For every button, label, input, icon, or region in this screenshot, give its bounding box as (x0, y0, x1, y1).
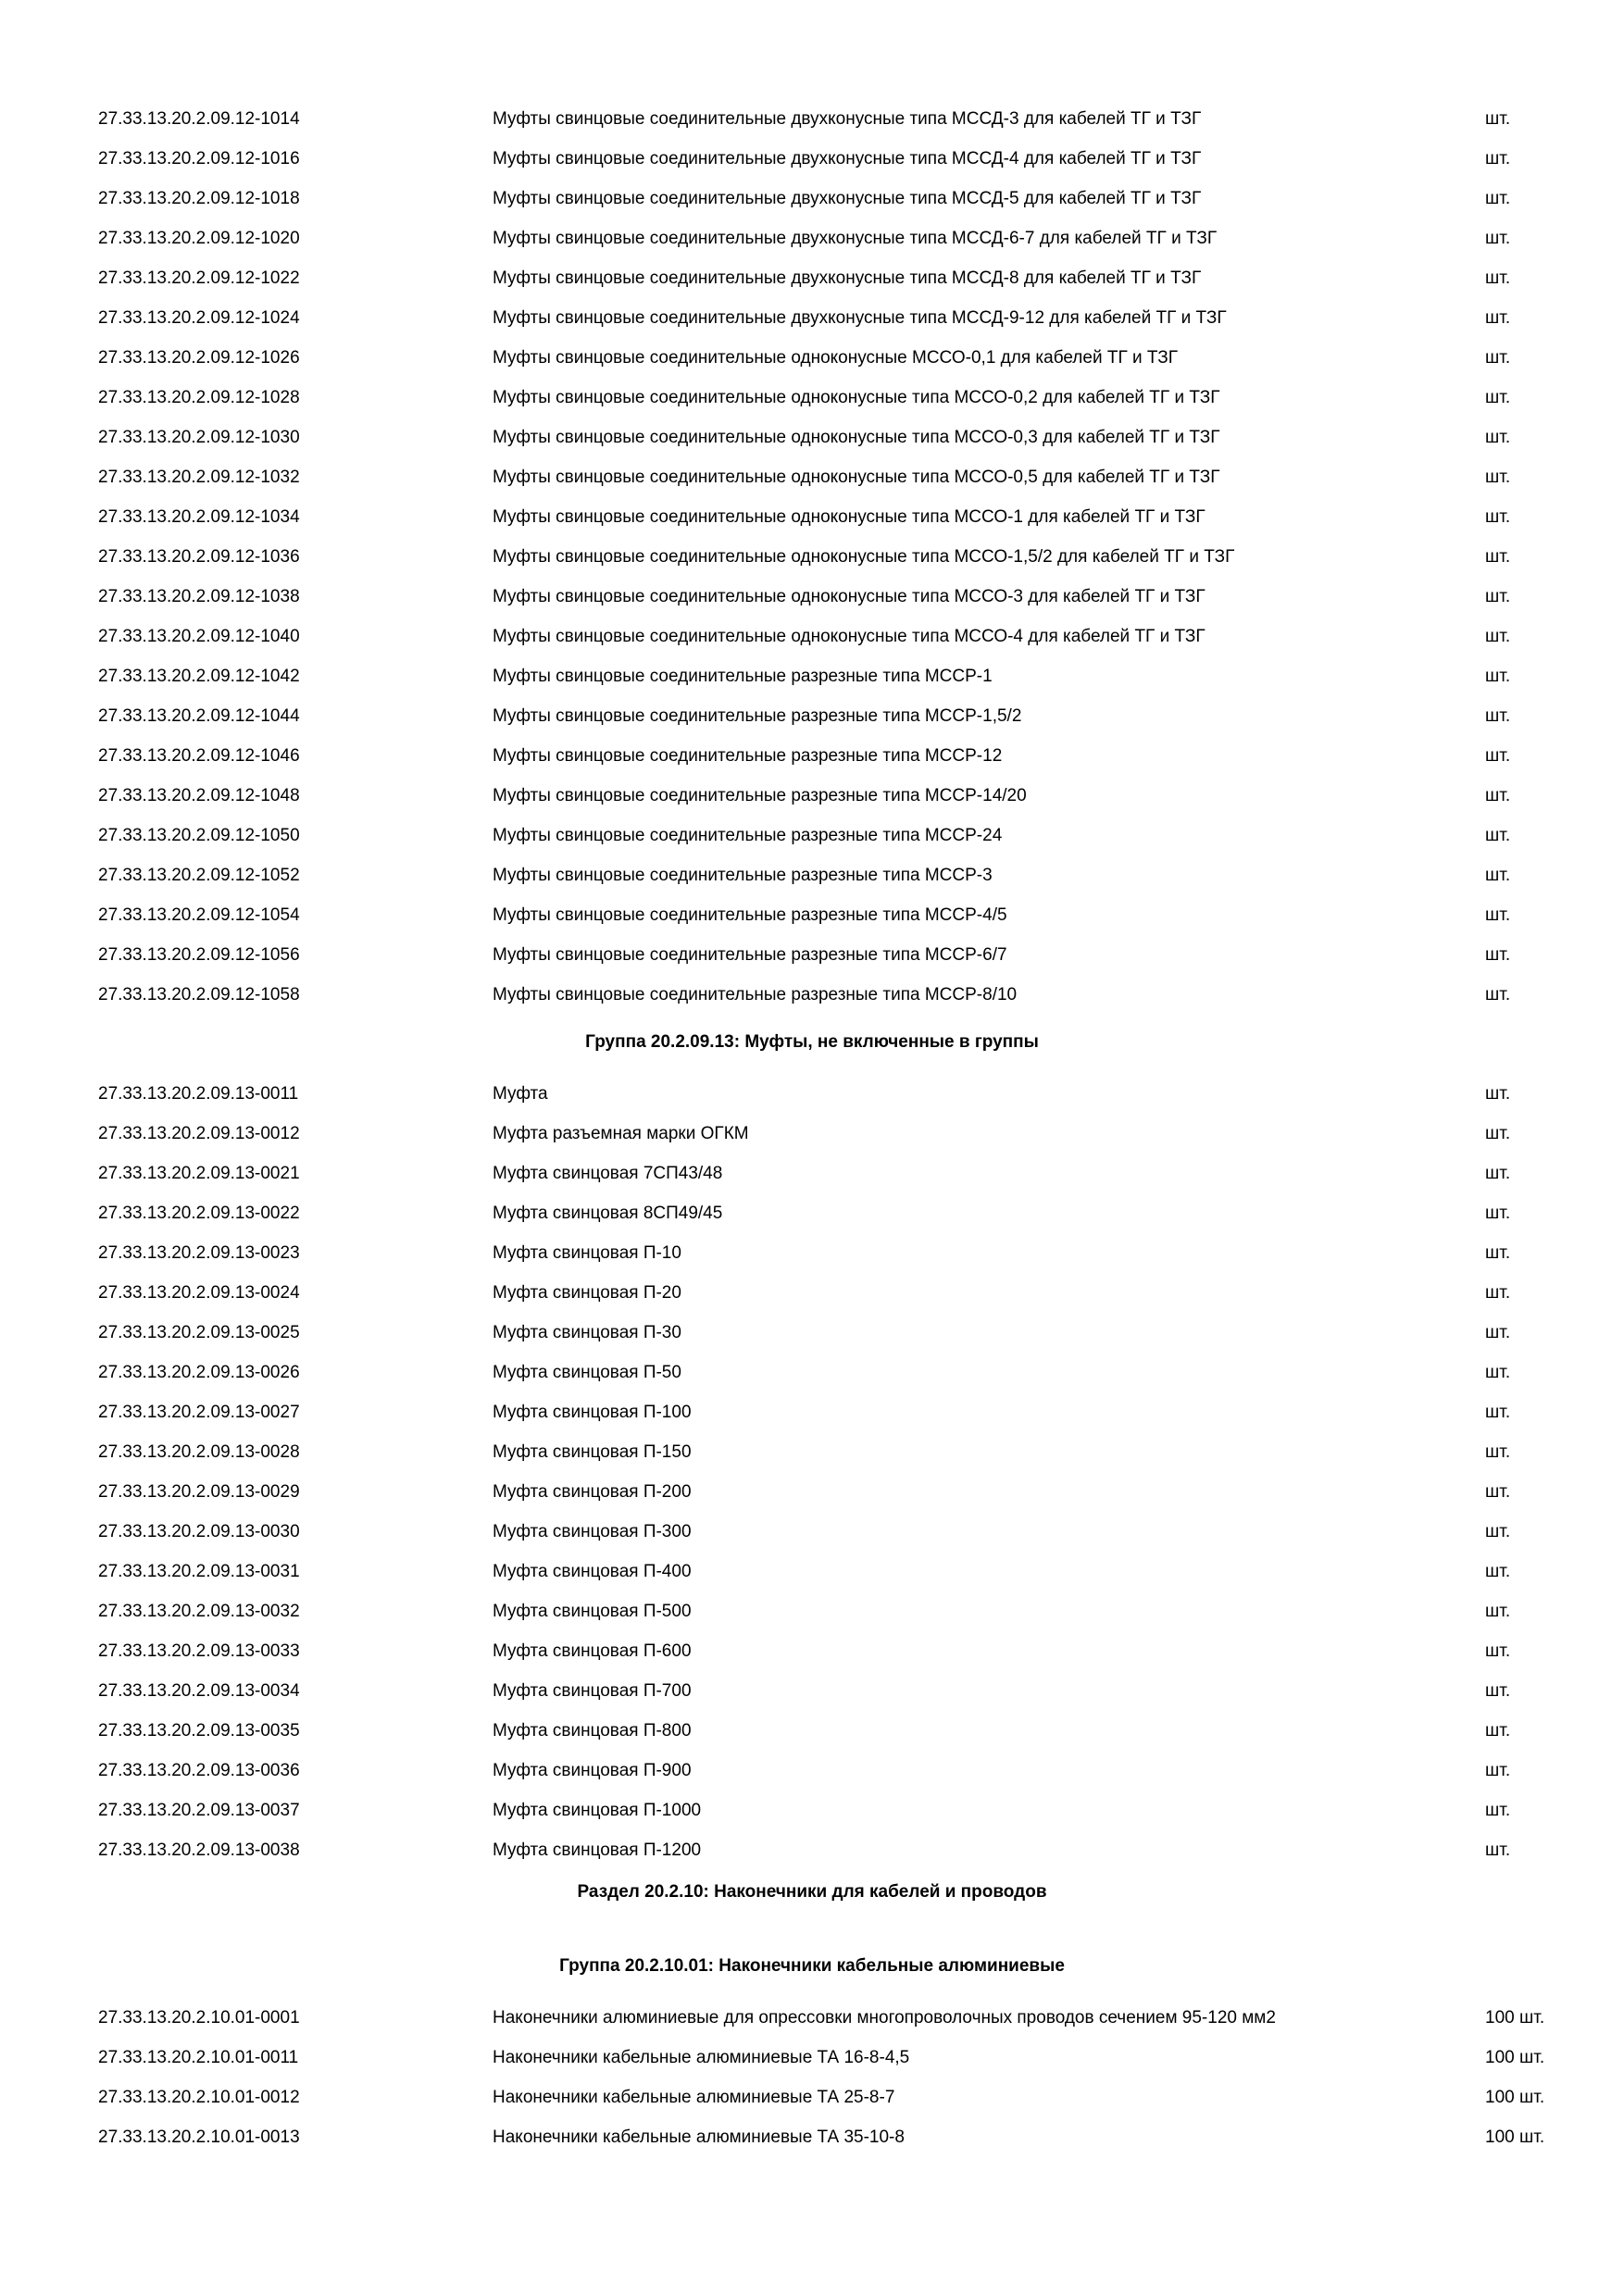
item-name: Муфты свинцовые соединительные разрезные типа МССР-6/7 (493, 945, 1007, 965)
item-unit: шт. (1485, 1323, 1511, 1342)
item-unit: шт. (1485, 1204, 1511, 1223)
item-name: Муфты свинцовые соединительные разрезные типа МССР-1,5/2 (493, 706, 1022, 726)
item-name: Муфта свинцовая 8СП49/45 (493, 1204, 723, 1223)
item-name: Муфты свинцовые соединительные одноконусные типа МССО-3 для кабелей ТГ и ТЗГ (493, 587, 1206, 606)
table-row (0, 895, 1624, 935)
table-row (0, 1273, 1624, 1313)
item-code: 27.33.13.20.2.09.13-0027 (98, 1403, 300, 1422)
item-name: Муфты свинцовые соединительные двухконусные типа МССД-9-12 для кабелей ТГ и ТЗГ (493, 308, 1227, 328)
group-heading-1001: Группа 20.2.10.01: Наконечники кабельные алюминиевые (559, 1956, 1065, 1976)
item-code: 27.33.13.20.2.09.12-1024 (98, 308, 300, 328)
item-name: Муфты свинцовые соединительные двухконусные типа МССД-6-7 для кабелей ТГ и ТЗГ (493, 229, 1218, 248)
item-code: 27.33.13.20.2.09.13-0028 (98, 1442, 300, 1462)
item-name: Муфта свинцовая П-20 (493, 1283, 681, 1303)
item-code: 27.33.13.20.2.09.12-1044 (98, 706, 300, 726)
table-row (0, 1830, 1624, 1870)
item-name: Муфта свинцовая П-900 (493, 1761, 692, 1780)
item-code: 27.33.13.20.2.09.13-0030 (98, 1522, 300, 1541)
item-unit: шт. (1485, 1641, 1511, 1661)
item-name: Муфта свинцовая П-300 (493, 1522, 692, 1541)
item-code: 27.33.13.20.2.10.01-0011 (98, 2048, 299, 2067)
item-code: 27.33.13.20.2.09.12-1022 (98, 268, 300, 288)
table-row (0, 577, 1624, 617)
item-code: 27.33.13.20.2.09.13-0021 (98, 1164, 300, 1183)
table-row (0, 218, 1624, 258)
group-heading-0913: Группа 20.2.09.13: Муфты, не включенные в группы (585, 1032, 1039, 1052)
item-code: 27.33.13.20.2.10.01-0012 (98, 2088, 300, 2107)
table-row (0, 2078, 1624, 2117)
item-unit: 100 шт. (1485, 2088, 1545, 2107)
table-row (0, 1472, 1624, 1512)
item-code: 27.33.13.20.2.09.12-1048 (98, 786, 300, 805)
item-unit: шт. (1485, 786, 1511, 805)
item-code: 27.33.13.20.2.09.12-1034 (98, 507, 300, 527)
item-code: 27.33.13.20.2.09.12-1046 (98, 746, 300, 766)
table-group-0913 (0, 1074, 1624, 1870)
item-code: 27.33.13.20.2.09.12-1032 (98, 468, 300, 487)
item-code: 27.33.13.20.2.09.12-1052 (98, 866, 300, 885)
table-row (0, 1193, 1624, 1233)
item-unit: шт. (1485, 1562, 1511, 1581)
item-unit: шт. (1485, 1243, 1511, 1263)
table-row (0, 656, 1624, 696)
item-unit: шт. (1485, 826, 1511, 845)
item-name: Муфты свинцовые соединительные одноконусные типа МССО-1 для кабелей ТГ и ТЗГ (493, 507, 1206, 527)
item-unit: шт. (1485, 229, 1511, 248)
item-code: 27.33.13.20.2.09.13-0026 (98, 1363, 300, 1382)
item-name: Муфты свинцовые соединительные одноконусные типа МССО-0,3 для кабелей ТГ и ТЗГ (493, 428, 1220, 447)
item-unit: шт. (1485, 587, 1511, 606)
item-name: Муфта свинцовая П-200 (493, 1482, 692, 1502)
table-row (0, 1114, 1624, 1154)
item-name: Муфты свинцовые соединительные разрезные типа МССР-1 (493, 667, 993, 686)
table-row (0, 1631, 1624, 1671)
item-code: 27.33.13.20.2.09.12-1018 (98, 189, 300, 208)
item-name: Муфта свинцовая П-100 (493, 1403, 692, 1422)
table-row (0, 736, 1624, 776)
item-unit: шт. (1485, 507, 1511, 527)
table-row (0, 258, 1624, 298)
item-code: 27.33.13.20.2.09.12-1050 (98, 826, 300, 845)
table-group-1001 (0, 1998, 1624, 2157)
item-name: Муфты свинцовые соединительные одноконусные типа МССО-1,5/2 для кабелей ТГ и ТЗГ (493, 547, 1235, 567)
item-name: Муфты свинцовые соединительные одноконусные типа МССО-0,2 для кабелей ТГ и ТЗГ (493, 388, 1220, 407)
table-row (0, 1751, 1624, 1791)
table-row (0, 935, 1624, 975)
item-code: 27.33.13.20.2.09.13-0022 (98, 1204, 300, 1223)
item-unit: шт. (1485, 1761, 1511, 1780)
item-code: 27.33.13.20.2.09.12-1056 (98, 945, 300, 965)
table-row (0, 179, 1624, 218)
item-name: Муфты свинцовые соединительные двухконусные типа МССД-8 для кабелей ТГ и ТЗГ (493, 268, 1202, 288)
table-row (0, 776, 1624, 816)
item-unit: шт. (1485, 945, 1511, 965)
item-unit: шт. (1485, 1164, 1511, 1183)
item-name: Муфты свинцовые соединительные разрезные типа МССР-4/5 (493, 905, 1007, 925)
table-row (0, 1791, 1624, 1830)
item-name: Муфты свинцовые соединительные двухконусные типа МССД-3 для кабелей ТГ и ТЗГ (493, 109, 1202, 129)
item-code: 27.33.13.20.2.09.12-1028 (98, 388, 300, 407)
item-unit: шт. (1485, 428, 1511, 447)
item-name: Муфты свинцовые соединительные разрезные типа МССР-8/10 (493, 985, 1018, 1004)
item-name: Муфта свинцовая П-600 (493, 1641, 692, 1661)
table-group-0912 (0, 99, 1624, 1015)
table-row (0, 1233, 1624, 1273)
item-name: Муфта свинцовая П-400 (493, 1562, 692, 1581)
item-unit: шт. (1485, 667, 1511, 686)
item-name: Муфты свинцовые соединительные двухконусные типа МССД-4 для кабелей ТГ и ТЗГ (493, 149, 1202, 168)
item-name: Муфта разъемная марки ОГКМ (493, 1124, 749, 1143)
item-code: 27.33.13.20.2.09.13-0036 (98, 1761, 300, 1780)
item-unit: шт. (1485, 1403, 1511, 1422)
item-unit: шт. (1485, 1841, 1511, 1860)
table-row (0, 696, 1624, 736)
item-code: 27.33.13.20.2.09.13-0031 (98, 1562, 300, 1581)
item-code: 27.33.13.20.2.09.13-0037 (98, 1801, 300, 1820)
table-row (0, 816, 1624, 855)
item-code: 27.33.13.20.2.10.01-0013 (98, 2128, 300, 2147)
table-row (0, 1552, 1624, 1591)
item-code: 27.33.13.20.2.09.13-0025 (98, 1323, 300, 1342)
item-unit: шт. (1485, 308, 1511, 328)
item-name: Наконечники кабельные алюминиевые ТА 35-10-8 (493, 2128, 905, 2147)
table-row (0, 1711, 1624, 1751)
item-code: 27.33.13.20.2.09.13-0029 (98, 1482, 300, 1502)
item-name: Муфта свинцовая П-50 (493, 1363, 681, 1382)
item-name: Муфта свинцовая П-700 (493, 1681, 692, 1701)
table-row (0, 378, 1624, 418)
item-unit: шт. (1485, 388, 1511, 407)
item-code: 27.33.13.20.2.09.12-1030 (98, 428, 300, 447)
item-name: Муфты свинцовые соединительные одноконусные типа МССО-0,5 для кабелей ТГ и ТЗГ (493, 468, 1220, 487)
item-unit: шт. (1485, 1442, 1511, 1462)
item-code: 27.33.13.20.2.09.13-0024 (98, 1283, 300, 1303)
item-name: Муфта свинцовая 7СП43/48 (493, 1164, 723, 1183)
item-code: 27.33.13.20.2.09.12-1026 (98, 348, 300, 368)
item-unit: шт. (1485, 866, 1511, 885)
table-row (0, 855, 1624, 895)
item-code: 27.33.13.20.2.09.13-0038 (98, 1841, 300, 1860)
item-unit: шт. (1485, 706, 1511, 726)
table-row (0, 1998, 1624, 2038)
item-name: Муфты свинцовые соединительные разрезные типа МССР-12 (493, 746, 1003, 766)
table-row (0, 975, 1624, 1015)
table-row (0, 1313, 1624, 1353)
item-name: Муфты свинцовые соединительные одноконусные типа МССО-4 для кабелей ТГ и ТЗГ (493, 627, 1206, 646)
item-code: 27.33.13.20.2.09.13-0033 (98, 1641, 300, 1661)
item-unit: 100 шт. (1485, 2048, 1545, 2067)
item-code: 27.33.13.20.2.09.12-1042 (98, 667, 300, 686)
table-row (0, 1591, 1624, 1631)
item-name: Муфта свинцовая П-1200 (493, 1841, 702, 1860)
item-unit: шт. (1485, 1721, 1511, 1741)
item-name: Наконечники кабельные алюминиевые ТА 25-8-7 (493, 2088, 895, 2107)
item-code: 27.33.13.20.2.09.13-0011 (98, 1084, 299, 1104)
item-code: 27.33.13.20.2.09.13-0023 (98, 1243, 300, 1263)
item-unit: шт. (1485, 1283, 1511, 1303)
item-code: 27.33.13.20.2.09.12-1036 (98, 547, 300, 567)
item-code: 27.33.13.20.2.09.12-1020 (98, 229, 300, 248)
table-row (0, 1432, 1624, 1472)
item-name: Муфты свинцовые соединительные разрезные типа МССР-24 (493, 826, 1003, 845)
table-row (0, 418, 1624, 457)
item-name: Муфты свинцовые соединительные одноконусные МССО-0,1 для кабелей ТГ и ТЗГ (493, 348, 1179, 368)
item-unit: шт. (1485, 1681, 1511, 1701)
item-unit: шт. (1485, 1363, 1511, 1382)
item-unit: шт. (1485, 746, 1511, 766)
item-name: Муфта свинцовая П-800 (493, 1721, 692, 1741)
item-name: Муфта свинцовая П-10 (493, 1243, 681, 1263)
table-row (0, 2117, 1624, 2157)
item-unit: шт. (1485, 268, 1511, 288)
table-row (0, 497, 1624, 537)
item-unit: шт. (1485, 149, 1511, 168)
item-code: 27.33.13.20.2.09.12-1016 (98, 149, 300, 168)
item-code: 27.33.13.20.2.09.13-0032 (98, 1602, 300, 1621)
item-unit: шт. (1485, 189, 1511, 208)
item-unit: шт. (1485, 1124, 1511, 1143)
item-unit: шт. (1485, 547, 1511, 567)
item-unit: шт. (1485, 348, 1511, 368)
item-code: 27.33.13.20.2.09.12-1054 (98, 905, 300, 925)
item-name: Муфты свинцовые соединительные разрезные типа МССР-3 (493, 866, 993, 885)
item-name: Муфта свинцовая П-150 (493, 1442, 692, 1462)
item-unit: 100 шт. (1485, 2008, 1545, 2028)
item-code: 27.33.13.20.2.09.12-1040 (98, 627, 300, 646)
item-code: 27.33.13.20.2.09.13-0035 (98, 1721, 300, 1741)
section-heading-0210: Раздел 20.2.10: Наконечники для кабелей и проводов (577, 1882, 1047, 1902)
item-unit: шт. (1485, 109, 1511, 129)
item-name: Муфта (493, 1084, 548, 1104)
item-unit: шт. (1485, 1522, 1511, 1541)
table-row (0, 1074, 1624, 1114)
item-name: Наконечники алюминиевые для опрессовки многопроволочных проводов сечением 95-120 мм2 (493, 2008, 1276, 2028)
item-name: Муфта свинцовая П-500 (493, 1602, 692, 1621)
item-name: Муфты свинцовые соединительные двухконусные типа МССД-5 для кабелей ТГ и ТЗГ (493, 189, 1202, 208)
table-row (0, 457, 1624, 497)
item-code: 27.33.13.20.2.10.01-0001 (98, 2008, 300, 2028)
table-row (0, 298, 1624, 338)
item-unit: шт. (1485, 905, 1511, 925)
item-code: 27.33.13.20.2.09.12-1014 (98, 109, 300, 129)
item-code: 27.33.13.20.2.09.12-1058 (98, 985, 300, 1004)
item-name: Муфта свинцовая П-30 (493, 1323, 681, 1342)
item-unit: 100 шт. (1485, 2128, 1545, 2147)
item-unit: шт. (1485, 985, 1511, 1004)
table-row (0, 1512, 1624, 1552)
item-unit: шт. (1485, 627, 1511, 646)
item-unit: шт. (1485, 1801, 1511, 1820)
table-row (0, 99, 1624, 139)
table-row (0, 2038, 1624, 2078)
item-code: 27.33.13.20.2.09.12-1038 (98, 587, 300, 606)
item-name: Муфты свинцовые соединительные разрезные типа МССР-14/20 (493, 786, 1027, 805)
table-row (0, 139, 1624, 179)
table-row (0, 338, 1624, 378)
item-name: Муфта свинцовая П-1000 (493, 1801, 702, 1820)
table-row (0, 1392, 1624, 1432)
item-unit: шт. (1485, 468, 1511, 487)
item-code: 27.33.13.20.2.09.13-0012 (98, 1124, 300, 1143)
table-row (0, 537, 1624, 577)
table-row (0, 1353, 1624, 1392)
item-unit: шт. (1485, 1602, 1511, 1621)
item-unit: шт. (1485, 1084, 1511, 1104)
table-row (0, 1671, 1624, 1711)
item-name: Наконечники кабельные алюминиевые ТА 16-8-4,5 (493, 2048, 910, 2067)
item-code: 27.33.13.20.2.09.13-0034 (98, 1681, 300, 1701)
table-row (0, 1154, 1624, 1193)
table-row (0, 617, 1624, 656)
item-unit: шт. (1485, 1482, 1511, 1502)
